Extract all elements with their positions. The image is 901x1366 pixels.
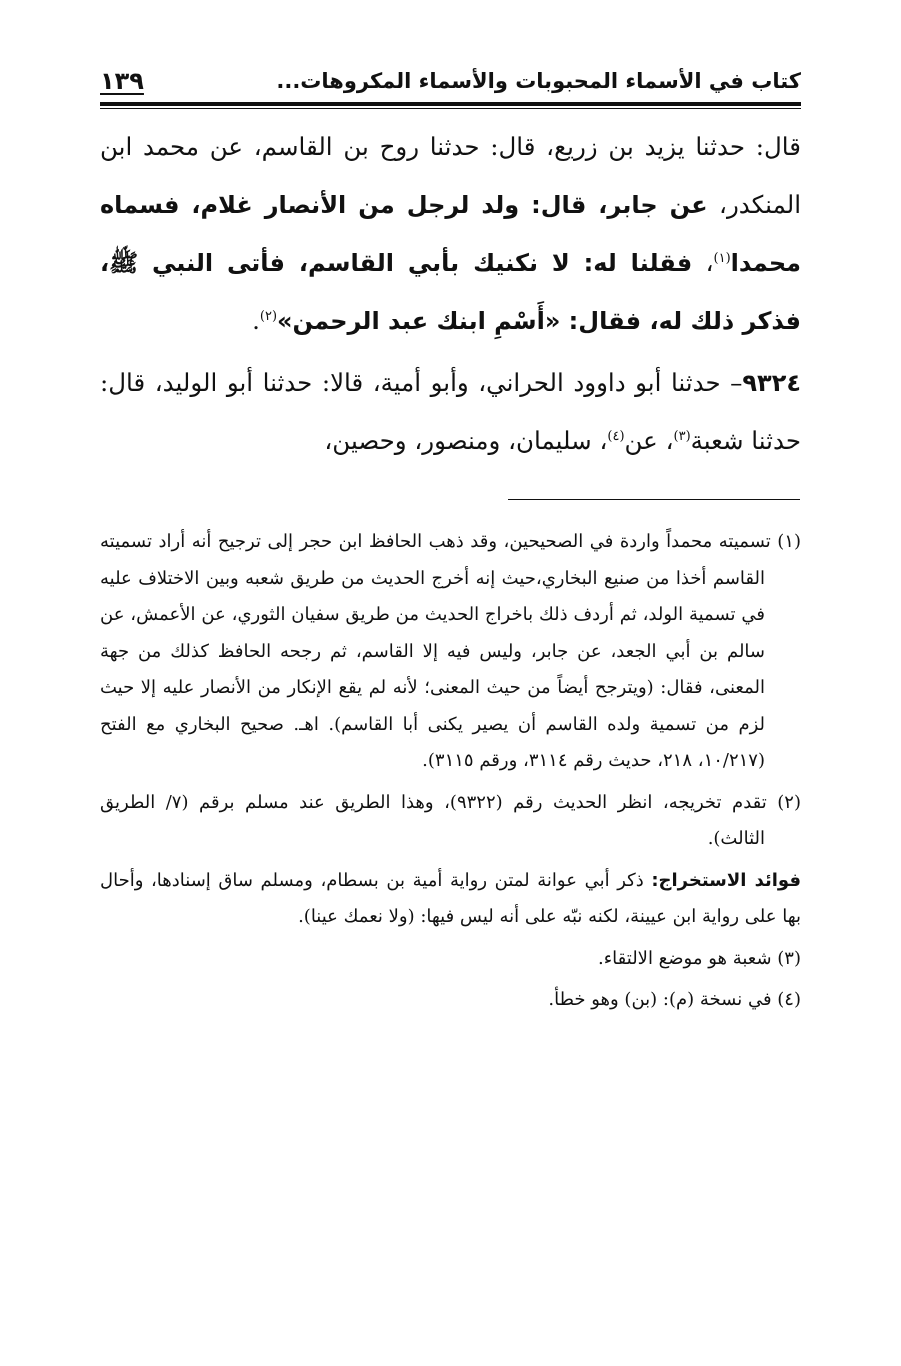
footnote-ref-4: (٤) (607, 428, 625, 444)
header-rule-thin (100, 108, 801, 109)
page-header (100, 62, 801, 100)
bold-segment: عن جابر، قال: ولد لرجل من الأنصار غلام، فسماه محمدا (100, 191, 801, 277)
running-title: كتاب في الأسماء المحبوبات والأسماء المكروهات... (276, 69, 801, 93)
benefits-label: فوائد الاستخراج: (651, 869, 802, 891)
footnotes (100, 524, 801, 1024)
footnote-2: (٢) تقدم تخريجه، انظر الحديث رقم (٩٣٢٢)، وهذا الطريق عند مسلم برقم (٧/ الطريق الثالث). (100, 791, 801, 849)
footnote-4: (٤) في نسخة (م): (بن) وهو خطأ. (548, 989, 801, 1010)
text-segment: – حدثنا أبو داوود الحراني، وأبو أمية، قالا: حدثنا أبو الوليد، قال: حدثنا شعبة (100, 368, 801, 455)
hadith-number: ٩٣٢٤ (742, 369, 801, 397)
text-segment: ، (692, 248, 714, 277)
text-segment: . (252, 306, 260, 335)
extraction-benefits (100, 863, 801, 936)
footnote-ref-1: (١) (713, 250, 731, 266)
footnote-3: (٣) شعبة هو موضع الالتقاء. (597, 947, 801, 969)
text-segment: ، عن (624, 426, 674, 455)
text-segment: قال: حدثنا يزيد بن زريع، قال: حدثنا روح بن القاسم، عن محمد ابن المنكدر، (100, 132, 802, 219)
footnote-ref-2: (٢) (259, 308, 278, 324)
header-rule-thick (100, 102, 801, 106)
text-segment: ، سليمان، ومنصور، وحصين، (324, 426, 608, 455)
footnote-separator (508, 499, 800, 500)
bold-segment: فقلنا له: لا نكنيك بأبي القاسم، فأتى النبي ﷺ، فذكر ذلك له، فقال: «أَسْمِ ابنك عبد الرحمن» (100, 249, 801, 335)
main-text (100, 118, 801, 474)
benefits-text: ذكر أبي عوانة لمتن رواية أمية بن بسطام، ومسلم ساق إسنادها، وأحال بها على رواية ابن عيينة، لكنه نبّه على أنه ليس فيها: (ولا نعمك عينا). (100, 869, 801, 927)
footnote-ref-3: (٣) (673, 428, 691, 444)
page-number: ١٣٩ (100, 67, 144, 95)
footnote-1: (١) تسميته محمداً واردة في الصحيحين، وقد ذهب الحافظ ابن حجر إلى ترجيح أنه أراد تسميته القاسم أخذا من صنيع البخاري،حيث إنه أخرج الحديث من طريق شعبه وبين الاختلاف عليه في تسمية الولد، ثم أردف ذلك باخراج الحديث من طريق سفيان الثوري، عن الأعمش، عن سالم بن أبي الجعد، عن جابر، وليس فيه إلا القاسم، ثم رجحه الحافظ كذلك من جهة المعنى، فقال: (ويترجح أيضاً من حيث المعنى؛ لأنه لم يقع الإنكار من الأنصار عليه إلا حيث لزم من تسمية ولده القاسم أن يصير يكنى أبا القاسم). اهـ. صحيح البخاري مع الفتح (١٠/٢١٧، ٢١٨، حديث رقم ٣١١٤، ورقم ٣١١٥). (100, 531, 801, 771)
paragraph-hadith-continuation (100, 118, 801, 350)
paragraph-hadith-9324 (100, 354, 801, 470)
